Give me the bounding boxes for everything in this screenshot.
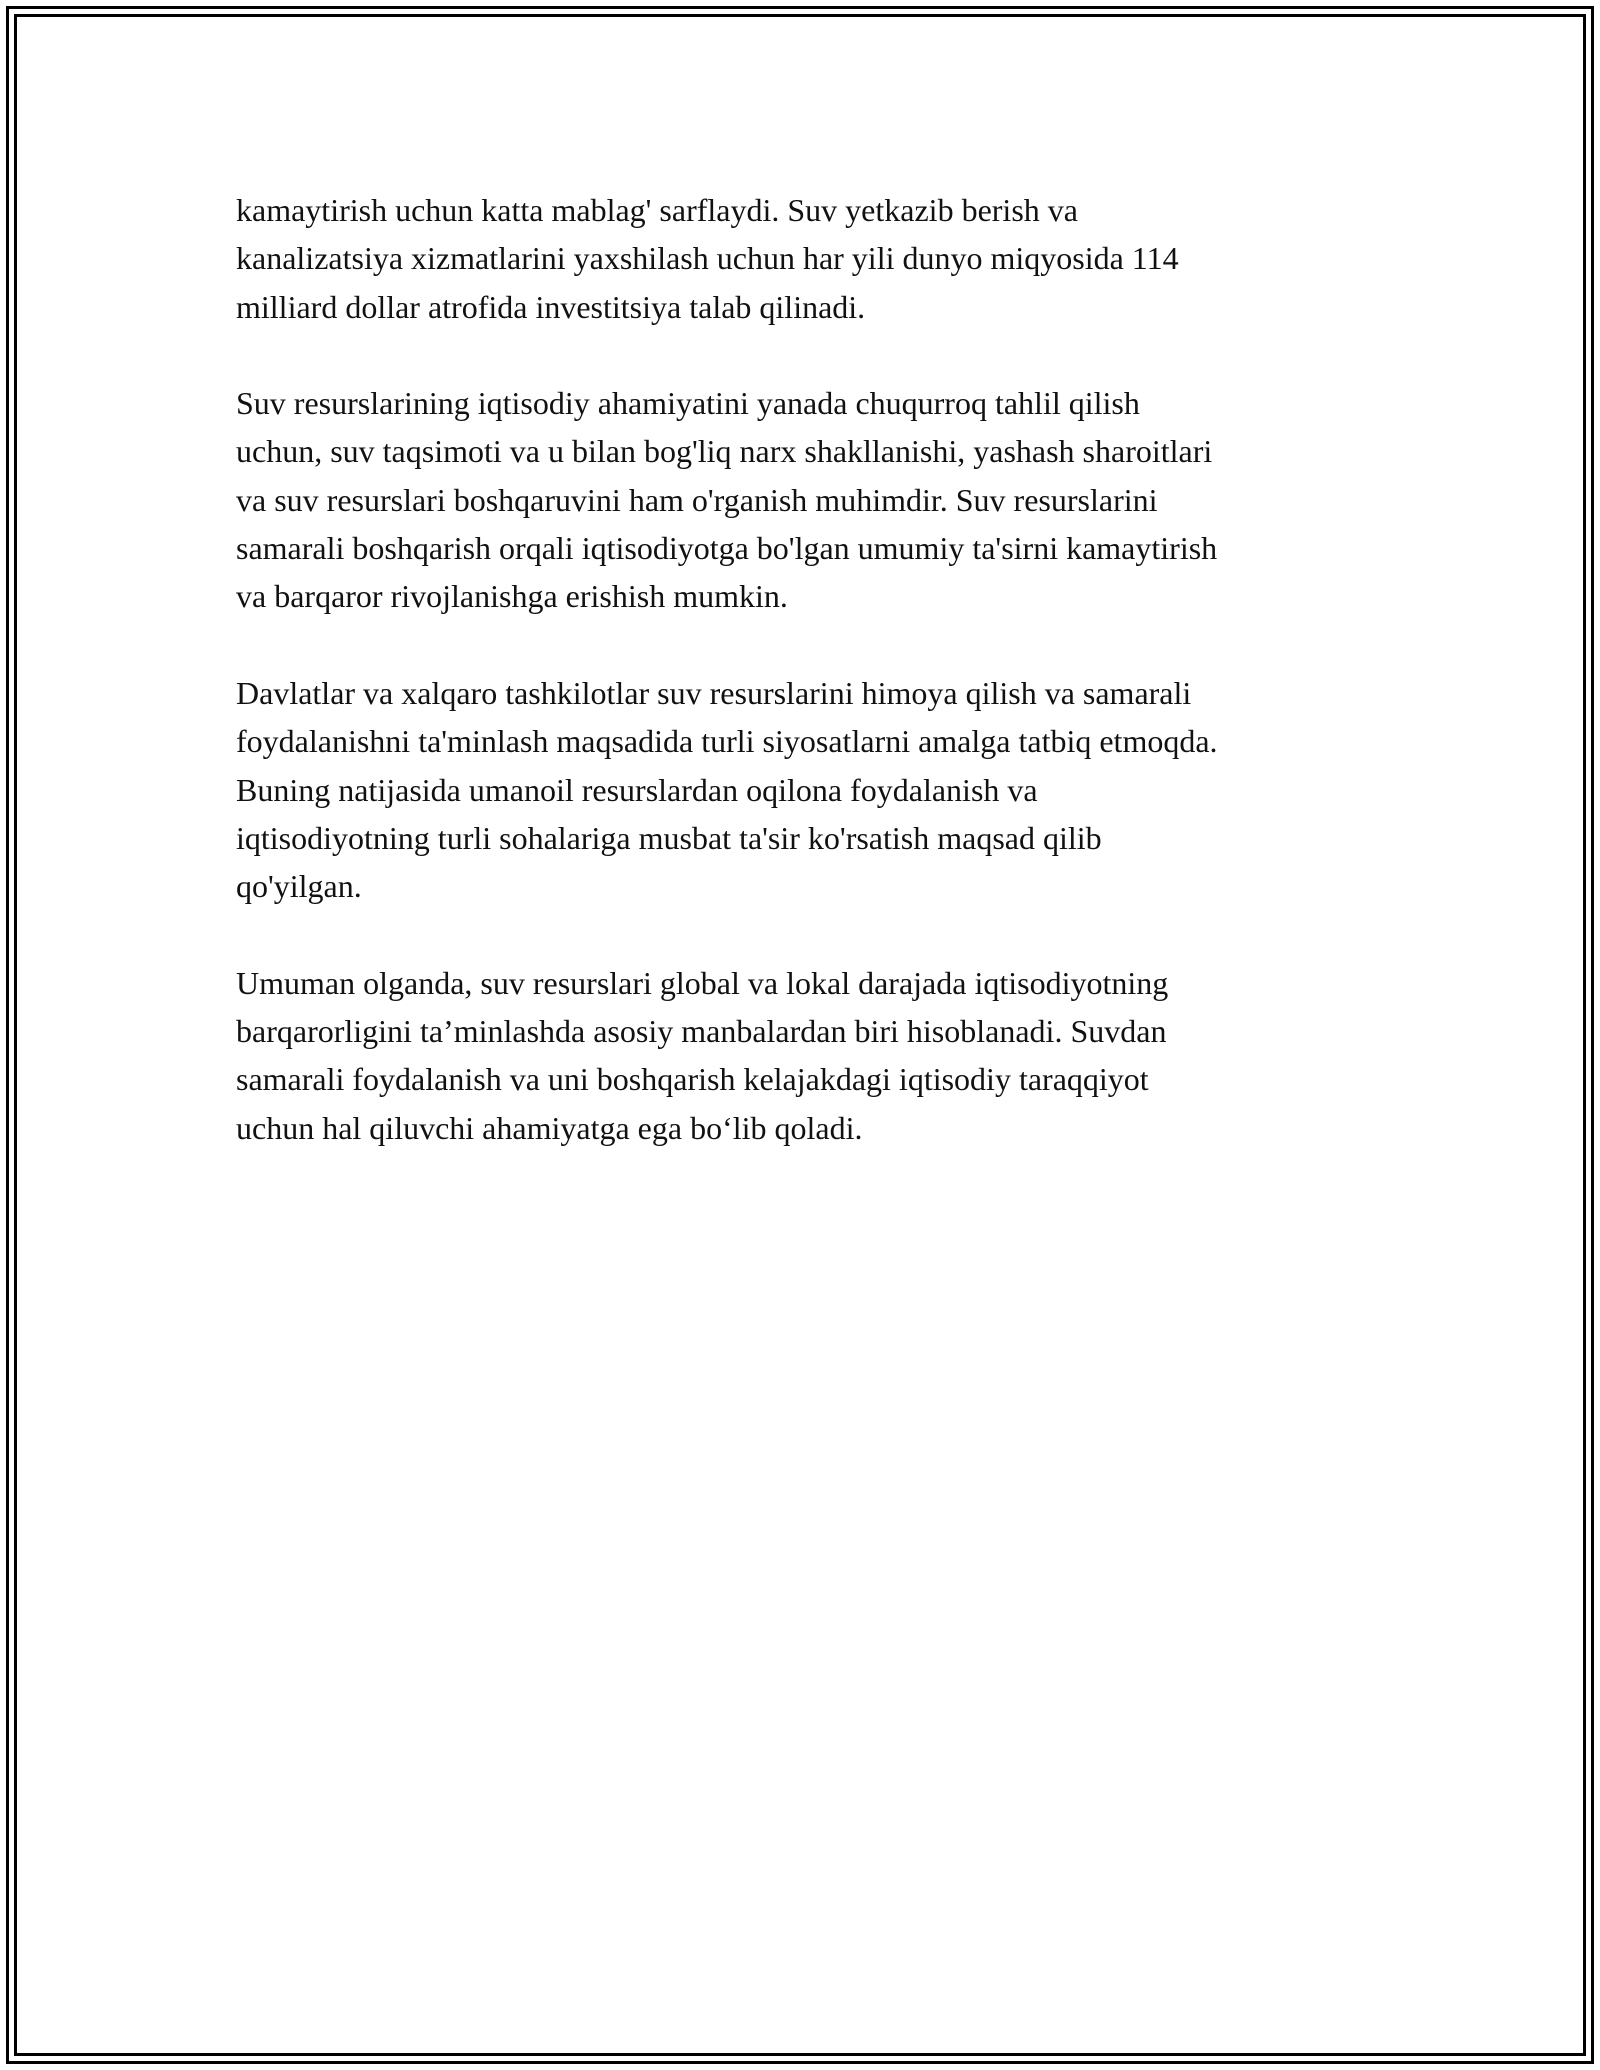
text-line: Davlatlar va xalqaro tashkilotlar suv resurslarini himoya qilish va samarali	[236, 674, 1192, 711]
text-line: barqarorligini ta’minlashda asosiy manbalardan biri hisoblanadi. Suvdan	[236, 1013, 1167, 1050]
text-line: va suv resurslari boshqaruvini ham o'rganish muhimdir. Suv resurslarini	[236, 481, 1158, 518]
text-line: samarali boshqarish orqali iqtisodiyotga bo'lgan umumiy ta'sirni kamaytirish	[236, 530, 1218, 567]
text-line: iqtisodiyotning turli sohalariga musbat ta'sir ko'rsatish maqsad qilib	[236, 819, 1102, 856]
text-line: samarali foydalanish va uni boshqarish kelajakdagi iqtisodiy taraqqiyot	[236, 1061, 1149, 1098]
text-line: kanalizatsiya xizmatlarini yaxshilash uchun har yili dunyo miqyosida 114	[236, 240, 1179, 277]
text-line: va barqaror rivojlanishga erishish mumkin.	[236, 578, 788, 615]
text-line: uchun, suv taqsimoti va u bilan bog'liq narx shakllanishi, yashash sharoitlari	[236, 433, 1213, 470]
paragraph-4	[236, 959, 1376, 1152]
text-line: Suv resurslarining iqtisodiy ahamiyatini yanada chuqurroq tahlil qilish	[236, 385, 1140, 422]
text-line: qo'yilgan.	[236, 868, 362, 905]
paragraph-2	[236, 379, 1376, 620]
text-line: kamaytirish uchun katta mablag' sarflaydi. Suv yetkazib berish va	[236, 192, 1078, 228]
text-line: Buning natijasida umanoil resurslardan oqilona foydalanish va	[236, 771, 1038, 808]
paragraph-1	[236, 186, 1376, 331]
text-line: foydalanishni ta'minlash maqsadida turli siyosatlarni amalga tatbiq etmoqda.	[236, 723, 1218, 760]
text-line: milliard dollar atrofida investitsiya talab qilinadi.	[236, 288, 866, 325]
paragraph-3	[236, 669, 1376, 910]
text-line: Umuman olganda, suv resurslari global va lokal darajada iqtisodiyotning	[236, 964, 1169, 1001]
document-body	[236, 186, 1376, 1200]
text-line: uchun hal qiluvchi ahamiyatga ega bo‘lib qoladi.	[236, 1109, 863, 1146]
